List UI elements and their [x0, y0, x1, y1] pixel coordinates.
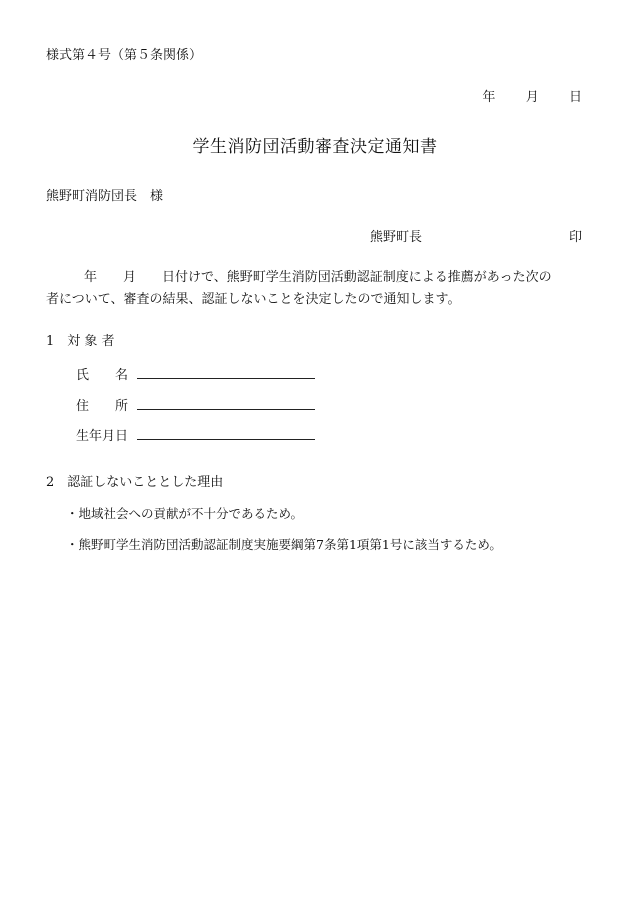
body-line-1: 年 月 日付けで、熊野町学生消防団活動認証制度による推薦があった次の	[84, 270, 552, 285]
date-month-label: 月	[525, 90, 539, 105]
sender-name: 熊野町長	[370, 230, 423, 245]
field-blank-dob	[137, 426, 315, 440]
section2-heading: 2 認証しないこととした理由	[46, 475, 224, 490]
date-line	[482, 90, 582, 106]
form-number: 様式第４号（第５条関係）	[46, 48, 203, 63]
reason-item-1: ・地域社会への貢献が不十分であるため。	[66, 506, 304, 521]
recipient-line: 熊野町消防団長 様	[46, 189, 164, 204]
body-line-2: 者について、審査の結果、認証しないことを決定したので通知します。	[46, 292, 461, 307]
field-row-address	[76, 396, 315, 415]
field-blank-name	[137, 365, 315, 379]
reason-item-2: ・熊野町学生消防団活動認証制度実施要綱第7条第1項第1号に該当するため。	[66, 537, 502, 552]
field-label-name: 氏 名	[76, 368, 129, 383]
field-row-name	[76, 365, 315, 384]
field-row-dob	[76, 426, 315, 445]
body-paragraph	[46, 267, 586, 311]
date-year-label: 年	[482, 90, 496, 105]
seal-mark: 印	[568, 230, 582, 245]
field-label-address: 住 所	[76, 399, 129, 414]
field-label-dob: 生年月日	[76, 429, 129, 444]
document-title: 学生消防団活動審査決定通知書	[192, 137, 438, 157]
field-blank-address	[137, 396, 315, 410]
date-day-label: 日	[568, 90, 582, 105]
section1-heading: 1 対 象 者	[46, 334, 115, 349]
